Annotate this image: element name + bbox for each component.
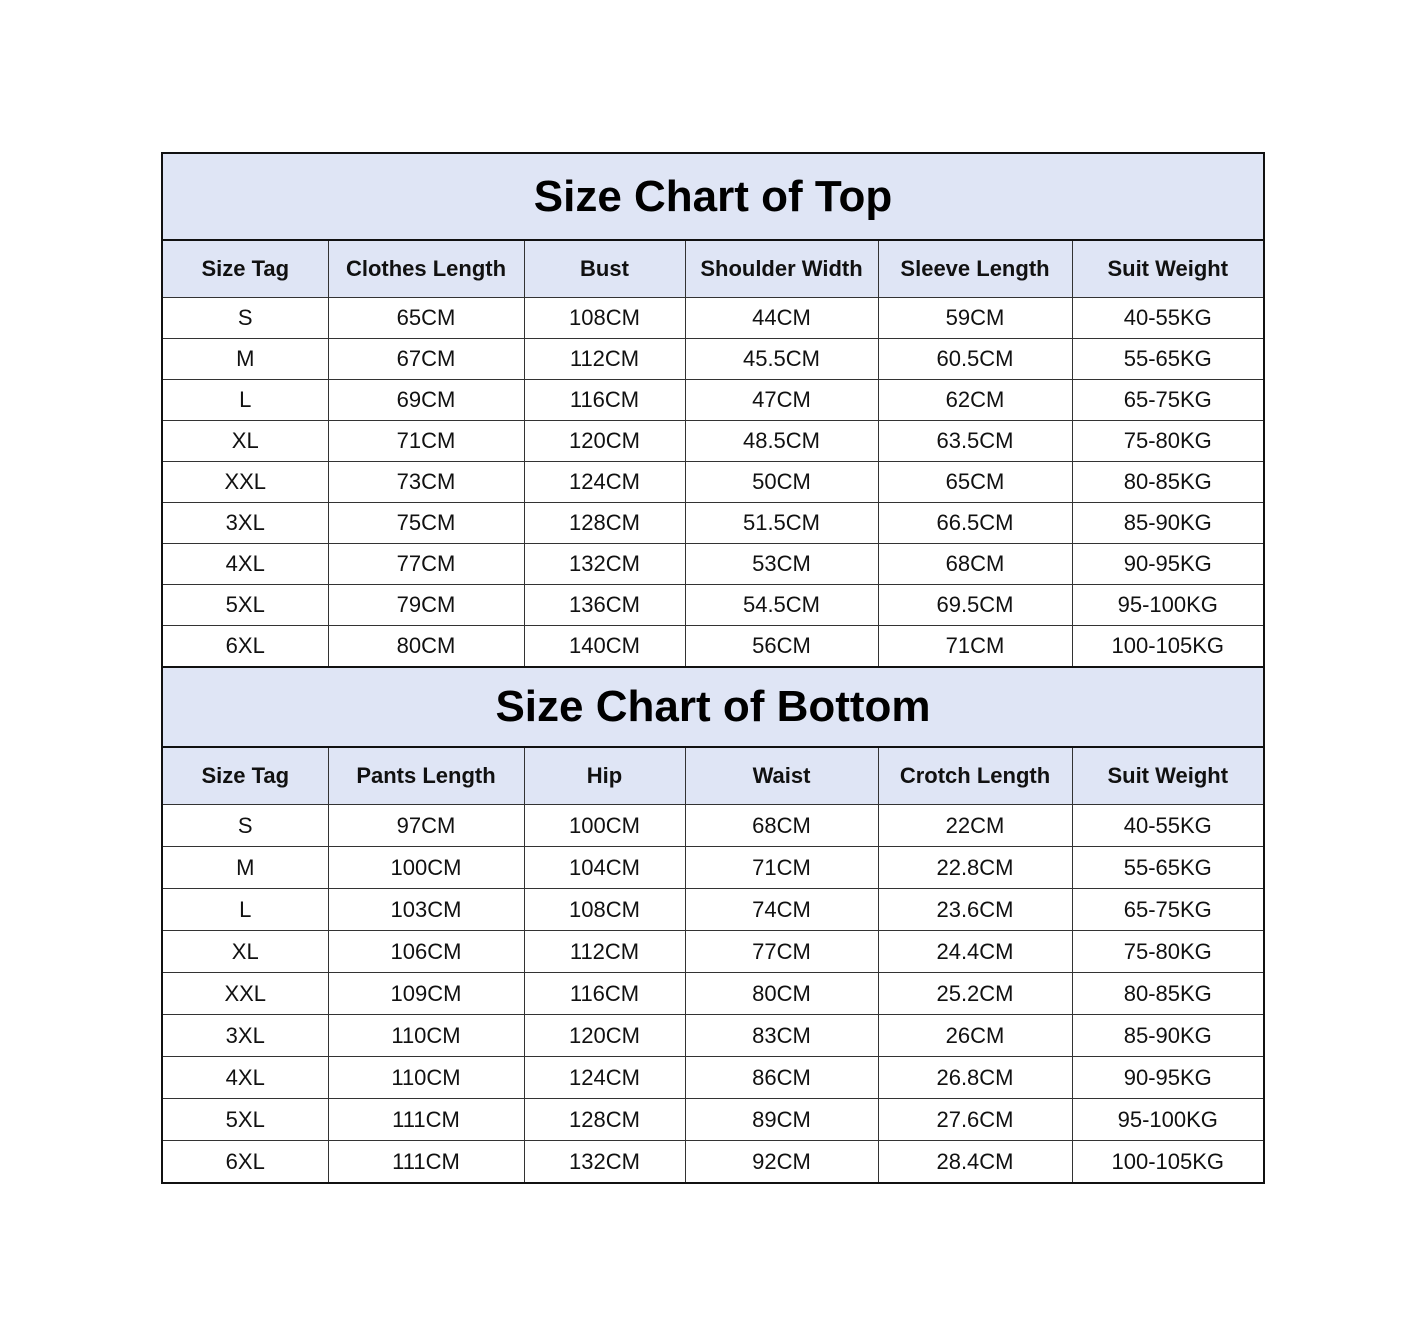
table-cell: 65CM (328, 298, 524, 339)
bottom-header-crotch-length: Crotch Length (878, 747, 1072, 805)
table-cell: 69CM (328, 380, 524, 421)
table-cell: 68CM (878, 544, 1072, 585)
table-cell: 4XL (163, 1057, 328, 1099)
table-row (163, 380, 1263, 421)
table-cell: L (163, 889, 328, 931)
table-cell: 75-80KG (1072, 421, 1263, 462)
table-cell: 104CM (524, 847, 685, 889)
table-row (163, 339, 1263, 380)
table-cell: 106CM (328, 931, 524, 973)
table-cell: 56CM (685, 626, 878, 668)
table-cell: 108CM (524, 889, 685, 931)
table-cell: 26.8CM (878, 1057, 1072, 1099)
table-cell: 116CM (524, 973, 685, 1015)
table-cell: 3XL (163, 503, 328, 544)
table-row (163, 544, 1263, 585)
table-cell: 40-55KG (1072, 298, 1263, 339)
table-cell: 112CM (524, 931, 685, 973)
table-row (163, 462, 1263, 503)
table-cell: 97CM (328, 805, 524, 847)
table-cell: 120CM (524, 1015, 685, 1057)
table-cell: 109CM (328, 973, 524, 1015)
table-cell: 110CM (328, 1015, 524, 1057)
table-row (163, 626, 1263, 668)
table-cell: 26CM (878, 1015, 1072, 1057)
table-row (163, 1141, 1263, 1183)
table-cell: 59CM (878, 298, 1072, 339)
table-cell: 51.5CM (685, 503, 878, 544)
table-cell: 120CM (524, 421, 685, 462)
table-cell: 111CM (328, 1099, 524, 1141)
table-cell: 73CM (328, 462, 524, 503)
table-cell: 124CM (524, 462, 685, 503)
table-cell: 5XL (163, 585, 328, 626)
top-chart-title: Size Chart of Top (163, 154, 1263, 240)
table-cell: 77CM (328, 544, 524, 585)
table-cell: 54.5CM (685, 585, 878, 626)
bottom-header-row (163, 747, 1263, 805)
table-cell: XXL (163, 462, 328, 503)
top-title-row (163, 154, 1263, 240)
table-row (163, 585, 1263, 626)
table-row (163, 1099, 1263, 1141)
table-cell: 100-105KG (1072, 1141, 1263, 1183)
table-cell: 89CM (685, 1099, 878, 1141)
table-cell: 68CM (685, 805, 878, 847)
table-cell: 63.5CM (878, 421, 1072, 462)
table-cell: XL (163, 421, 328, 462)
table-cell: 80-85KG (1072, 973, 1263, 1015)
table-cell: 100CM (328, 847, 524, 889)
table-row (163, 973, 1263, 1015)
table-cell: 5XL (163, 1099, 328, 1141)
table-row (163, 931, 1263, 973)
table-cell: 40-55KG (1072, 805, 1263, 847)
table-cell: 47CM (685, 380, 878, 421)
table-cell: L (163, 380, 328, 421)
table-cell: 140CM (524, 626, 685, 668)
table-cell: 128CM (524, 503, 685, 544)
table-row (163, 1057, 1263, 1099)
table-cell: 53CM (685, 544, 878, 585)
table-cell: 124CM (524, 1057, 685, 1099)
table-cell: 28.4CM (878, 1141, 1072, 1183)
table-cell: 44CM (685, 298, 878, 339)
table-cell: 65-75KG (1072, 380, 1263, 421)
top-header-clothes-length: Clothes Length (328, 240, 524, 298)
table-cell: M (163, 847, 328, 889)
table-cell: 6XL (163, 626, 328, 668)
table-cell: 100-105KG (1072, 626, 1263, 668)
top-header-row (163, 240, 1263, 298)
top-header-shoulder-width: Shoulder Width (685, 240, 878, 298)
bottom-chart-title: Size Chart of Bottom (163, 667, 1263, 747)
table-cell: 69.5CM (878, 585, 1072, 626)
table-cell: 132CM (524, 544, 685, 585)
table-row (163, 805, 1263, 847)
table-cell: 80CM (328, 626, 524, 668)
table-cell: 50CM (685, 462, 878, 503)
table-cell: 71CM (328, 421, 524, 462)
table-cell: 4XL (163, 544, 328, 585)
bottom-title-row (163, 667, 1263, 747)
size-chart (161, 152, 1265, 1184)
table-row (163, 1015, 1263, 1057)
table-cell: 128CM (524, 1099, 685, 1141)
table-cell: 66.5CM (878, 503, 1072, 544)
bottom-header-pants-length: Pants Length (328, 747, 524, 805)
table-cell: 95-100KG (1072, 1099, 1263, 1141)
table-cell: 95-100KG (1072, 585, 1263, 626)
bottom-header-waist: Waist (685, 747, 878, 805)
table-cell: 136CM (524, 585, 685, 626)
table-cell: 100CM (524, 805, 685, 847)
table-cell: 6XL (163, 1141, 328, 1183)
table-cell: 48.5CM (685, 421, 878, 462)
table-cell: 22.8CM (878, 847, 1072, 889)
table-cell: 24.4CM (878, 931, 1072, 973)
table-cell: 77CM (685, 931, 878, 973)
table-cell: 3XL (163, 1015, 328, 1057)
size-chart-body (163, 154, 1263, 1182)
table-cell: 60.5CM (878, 339, 1072, 380)
table-cell: 55-65KG (1072, 847, 1263, 889)
table-cell: 85-90KG (1072, 503, 1263, 544)
table-cell: 108CM (524, 298, 685, 339)
table-cell: 65CM (878, 462, 1072, 503)
table-cell: 75-80KG (1072, 931, 1263, 973)
size-chart-table (163, 154, 1263, 1182)
table-cell: 74CM (685, 889, 878, 931)
table-cell: 92CM (685, 1141, 878, 1183)
table-cell: 55-65KG (1072, 339, 1263, 380)
top-header-bust: Bust (524, 240, 685, 298)
table-cell: XL (163, 931, 328, 973)
table-cell: 111CM (328, 1141, 524, 1183)
table-row (163, 421, 1263, 462)
table-row (163, 503, 1263, 544)
table-cell: 86CM (685, 1057, 878, 1099)
table-cell: 75CM (328, 503, 524, 544)
table-cell: 80CM (685, 973, 878, 1015)
table-cell: S (163, 298, 328, 339)
table-cell: 79CM (328, 585, 524, 626)
bottom-header-hip: Hip (524, 747, 685, 805)
top-header-size-tag: Size Tag (163, 240, 328, 298)
table-cell: M (163, 339, 328, 380)
table-cell: 110CM (328, 1057, 524, 1099)
table-cell: 83CM (685, 1015, 878, 1057)
table-cell: 23.6CM (878, 889, 1072, 931)
table-cell: 27.6CM (878, 1099, 1072, 1141)
table-row (163, 889, 1263, 931)
table-row (163, 298, 1263, 339)
table-cell: 65-75KG (1072, 889, 1263, 931)
table-cell: 67CM (328, 339, 524, 380)
table-cell: 25.2CM (878, 973, 1072, 1015)
table-cell: 80-85KG (1072, 462, 1263, 503)
bottom-header-size-tag: Size Tag (163, 747, 328, 805)
table-cell: 71CM (878, 626, 1072, 668)
table-cell: 85-90KG (1072, 1015, 1263, 1057)
top-header-suit-weight: Suit Weight (1072, 240, 1263, 298)
table-row (163, 847, 1263, 889)
bottom-header-suit-weight: Suit Weight (1072, 747, 1263, 805)
table-cell: 22CM (878, 805, 1072, 847)
table-cell: 45.5CM (685, 339, 878, 380)
table-cell: 132CM (524, 1141, 685, 1183)
top-header-sleeve-length: Sleeve Length (878, 240, 1072, 298)
table-cell: 62CM (878, 380, 1072, 421)
table-cell: XXL (163, 973, 328, 1015)
table-cell: 103CM (328, 889, 524, 931)
table-cell: S (163, 805, 328, 847)
table-cell: 116CM (524, 380, 685, 421)
table-cell: 90-95KG (1072, 544, 1263, 585)
table-cell: 112CM (524, 339, 685, 380)
table-cell: 90-95KG (1072, 1057, 1263, 1099)
table-cell: 71CM (685, 847, 878, 889)
